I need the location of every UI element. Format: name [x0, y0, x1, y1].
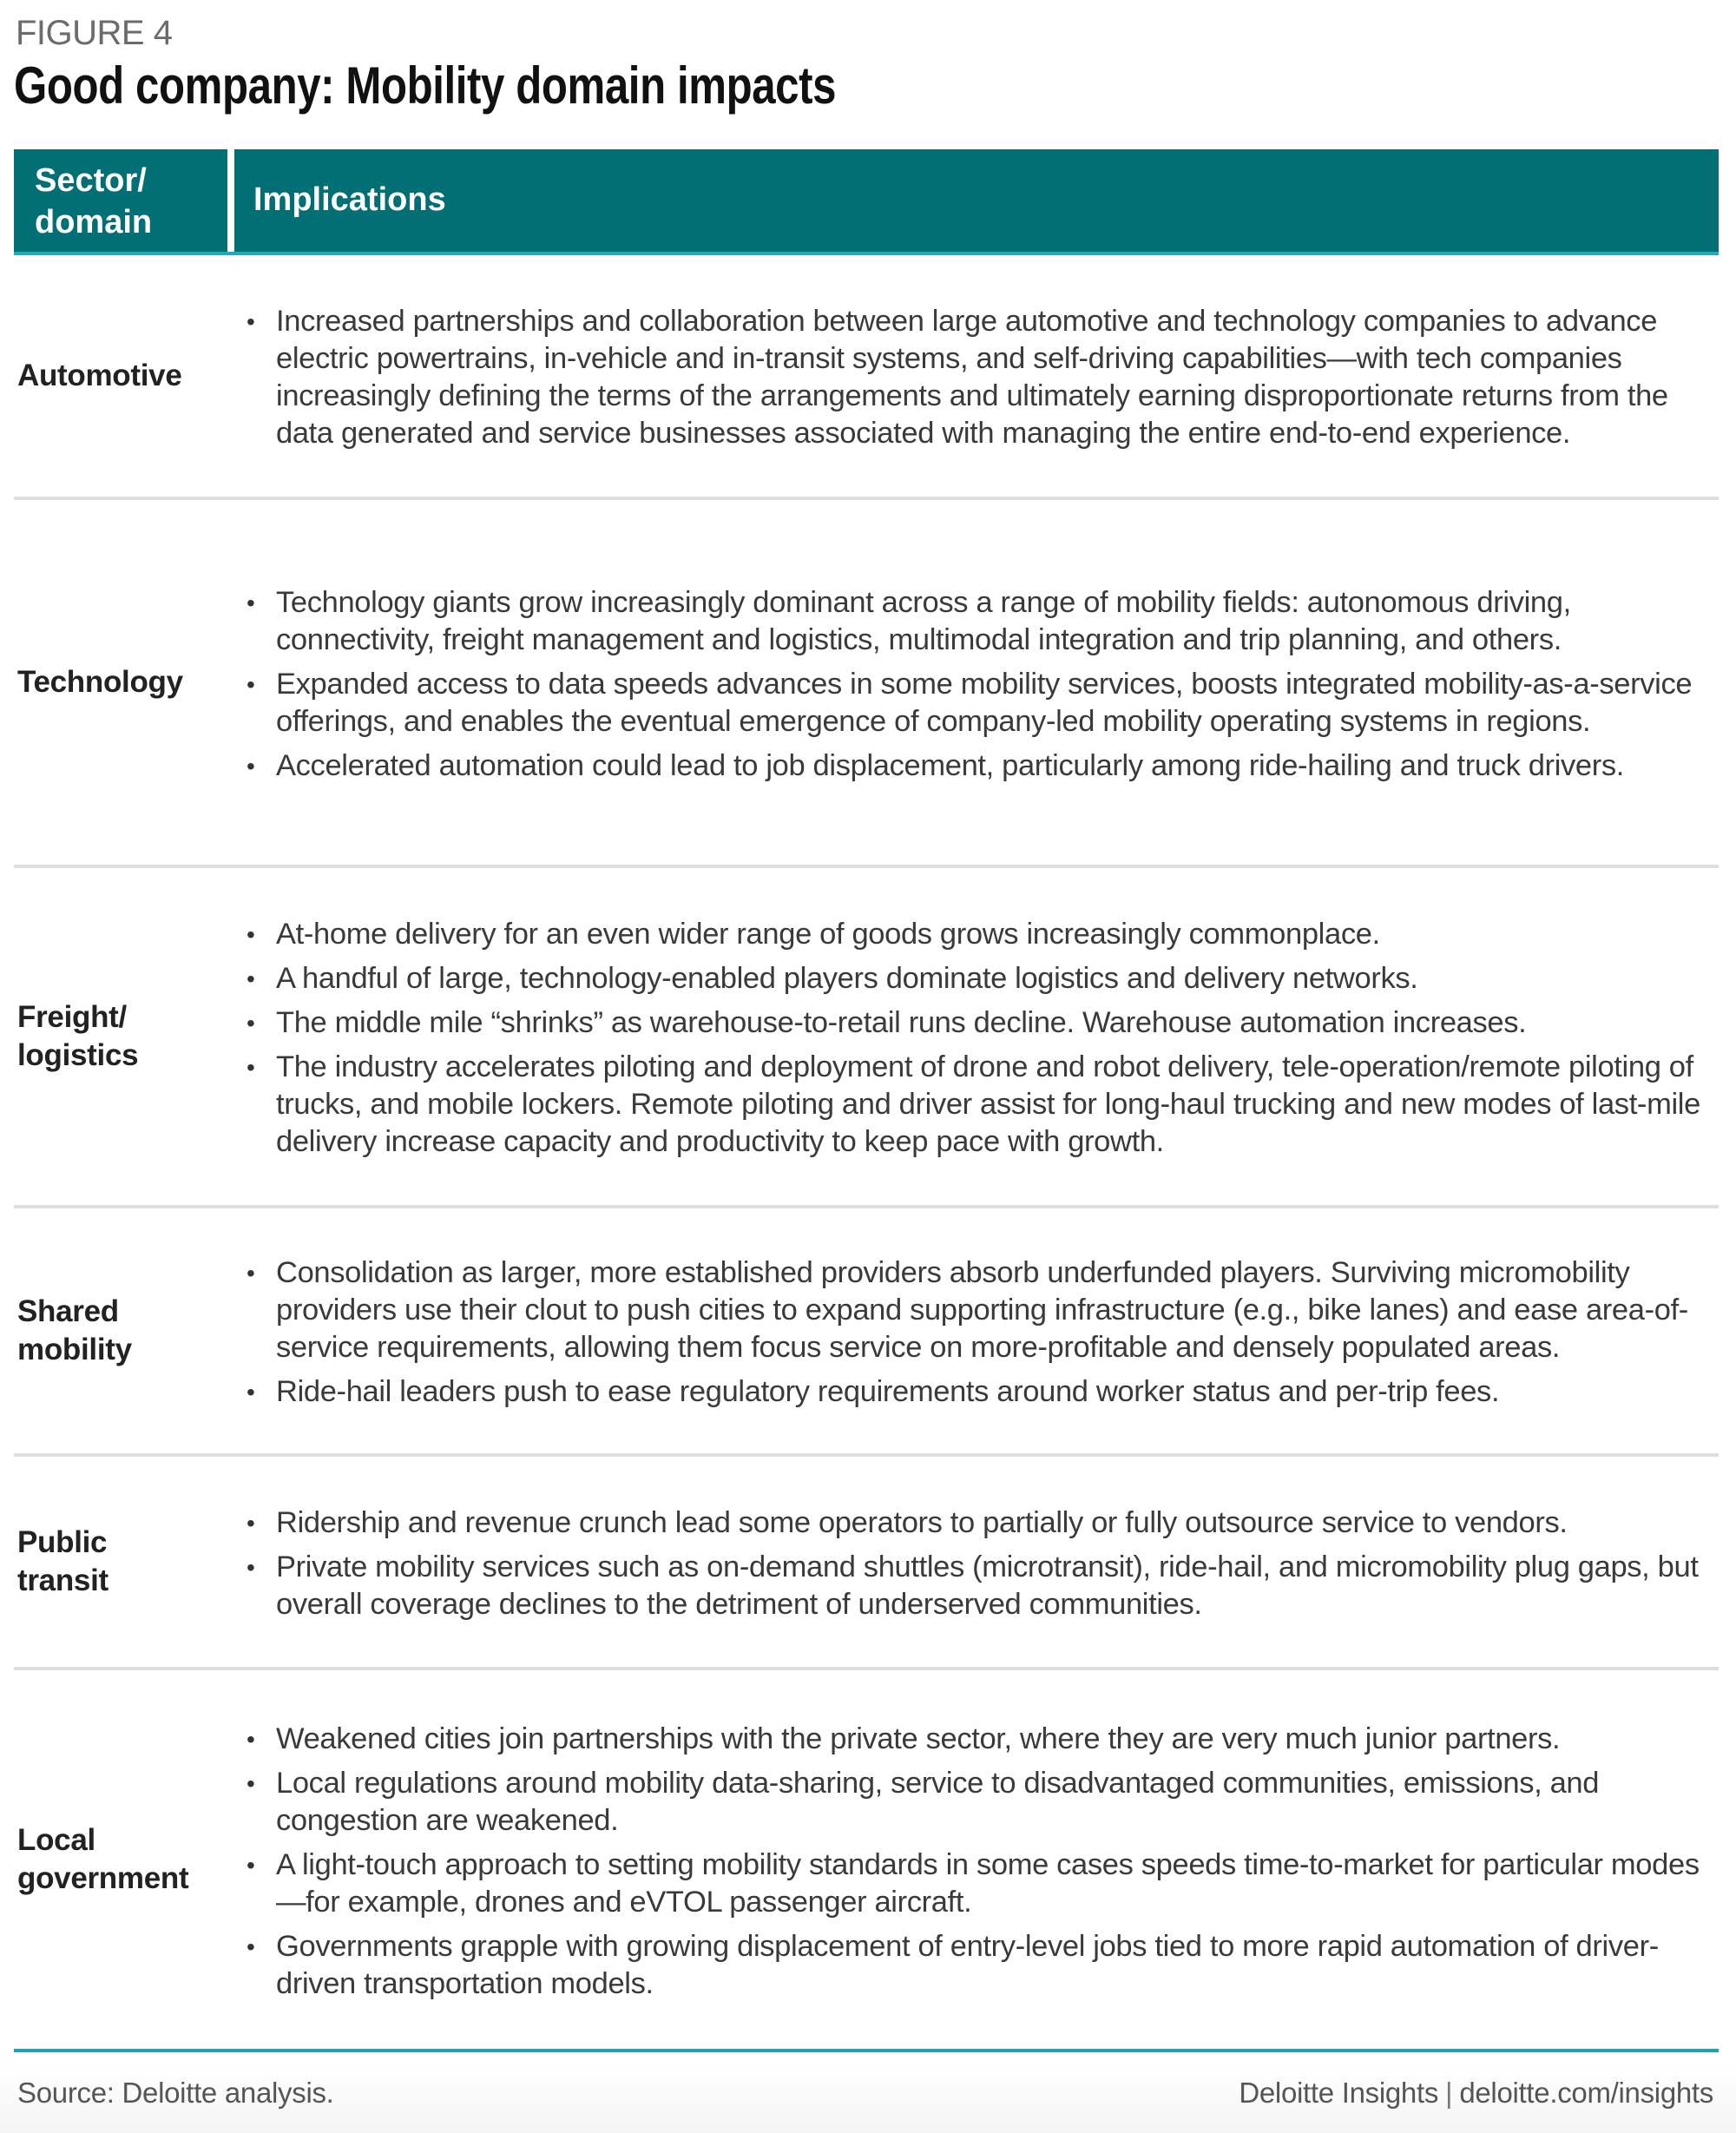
bullet-icon: • [247, 589, 255, 616]
list-item [240, 1549, 1719, 1623]
bullet-icon: • [247, 1851, 255, 1879]
header-cell-implications [234, 149, 1719, 252]
row-sector-label: Technology [17, 665, 183, 699]
bullet-icon: • [247, 1725, 255, 1753]
bullet-icon: • [247, 921, 255, 948]
bullet-text: Ride-hail leaders push to ease regulatory requirements around worker status and per-trip fees. [276, 1375, 1500, 1408]
bullet-text: A light-touch approach to setting mobility standards in some cases speeds time-to-market for particular modes—for example, drones and eVTOL passenger aircraft. [276, 1847, 1700, 1919]
impacts-table [14, 149, 1719, 2052]
row-sector-label: Public transit [17, 1525, 108, 1597]
bullet-icon: • [247, 965, 255, 992]
footer-credit [1239, 2077, 1713, 2110]
bullet-text: Private mobility services such as on-demand shuttles (microtransit), ride-hail, and micromobility plug gaps, but overall coverage declines to the detriment of underserved communities. [276, 1550, 1699, 1621]
implications-list [240, 1717, 1719, 2003]
header-sector-label: Sector/ domain [35, 162, 153, 240]
bullet-icon: • [247, 1260, 255, 1287]
header-implications-label: Implications [253, 181, 446, 218]
row-sector-label: Freight/ logistics [17, 1000, 139, 1072]
bullet-icon: • [247, 1054, 255, 1081]
table-row-shared-mobility [14, 1208, 1719, 1457]
list-item [240, 916, 1719, 953]
bullet-text: Governments grapple with growing displacement of entry-level jobs tied to more rapid automation of driver-driven transportation models. [276, 1929, 1659, 2000]
footer-separator: | [1445, 2077, 1453, 2109]
implications-list [240, 1501, 1719, 1623]
bullet-text: Local regulations around mobility data-sharing, service to disadvantaged communities, emissions, and congestion are weakened. [276, 1766, 1600, 1837]
bullet-text: The middle mile “shrinks” as warehouse-to-retail runs decline. Warehouse automation increases. [276, 1006, 1527, 1039]
list-item [240, 584, 1719, 659]
bullet-text: Expanded access to data speeds advances in some mobility services, boosts integrated mobility-as-a-service offerings, and enables the eventual emergence of company-led mobility operating systems in regions. [276, 667, 1693, 738]
row-sector-label: Automotive [17, 359, 182, 392]
implications-list [240, 581, 1719, 785]
list-item [240, 1049, 1719, 1161]
footer-url-link[interactable]: deloitte.com/insights [1459, 2077, 1713, 2109]
brand-name: Deloitte Insights [1239, 2077, 1439, 2109]
table-row-automotive [14, 255, 1719, 500]
figure-title: Good company: Mobility domain impacts [14, 56, 837, 115]
row-sector-label: Local government [17, 1823, 189, 1895]
bullet-text: Consolidation as larger, more established providers absorb underfunded players. Surviving micromobility providers use their clout to push cities to expand supporting infrastructure (e.g., bike lanes) and ease area-of-service requirements, allowing them focus service on more-profitable and densely populated areas. [276, 1256, 1688, 1364]
bullet-text: The industry accelerates piloting and deployment of drone and robot delivery, tele-operation/remote piloting of trucks, and mobile lockers. Remote piloting and driver assist for long-haul trucking and new modes of last-mile delivery increase capacity and productivity to keep pace with growth. [276, 1050, 1700, 1158]
list-item [240, 1004, 1719, 1042]
list-item [240, 747, 1719, 785]
bullet-icon: • [247, 1769, 255, 1797]
list-item [240, 1765, 1719, 1840]
list-item [240, 1373, 1719, 1411]
list-item [240, 960, 1719, 997]
bullet-icon: • [247, 1509, 255, 1537]
list-item [240, 1254, 1719, 1366]
figure-label: FIGURE 4 [16, 14, 173, 52]
bullet-text: At-home delivery for an even wider range of goods grows increasingly commonplace. [276, 918, 1380, 951]
table-row-local-government [14, 1670, 1719, 2052]
bullet-icon: • [247, 670, 255, 698]
bullet-text: Increased partnerships and collaboration between large automotive and technology companies to advance electric powertrains, in-vehicle and in-transit systems, and self-driving capabilities—with tech companies increasingly defining the terms of the arrangements and ultimately earning disproportionate returns from the data generated and service businesses associated with managing the entire end-to-end experience. [276, 305, 1668, 450]
bullet-icon: • [247, 1553, 255, 1581]
bullet-text: Weakened cities join partnerships with the private sector, where they are very much junior partners. [276, 1722, 1561, 1755]
list-item [240, 303, 1719, 452]
list-item [240, 1928, 1719, 2003]
source-note: Source: Deloitte analysis. [17, 2077, 334, 2109]
row-sector-label: Shared mobility [17, 1294, 132, 1366]
header-cell-sector [14, 149, 234, 252]
list-item [240, 1721, 1719, 1758]
bullet-icon: • [247, 1379, 255, 1406]
table-row-public-transit [14, 1457, 1719, 1670]
list-item [240, 666, 1719, 741]
table-row-technology [14, 500, 1719, 868]
implications-list [240, 300, 1719, 452]
list-item [240, 1504, 1719, 1542]
bullet-icon: • [247, 308, 255, 335]
implications-list [240, 912, 1719, 1161]
implications-list [240, 1251, 1719, 1411]
table-row-freight-logistics [14, 868, 1719, 1208]
bullet-text: Accelerated automation could lead to job displacement, particularly among ride-hailing and truck drivers. [276, 748, 1625, 782]
bullet-text: Ridership and revenue crunch lead some operators to partially or fully outsource service to vendors. [276, 1505, 1568, 1539]
bullet-text: Technology giants grow increasingly dominant across a range of mobility fields: autonomous driving, connectivity, freight management and logistics, multimodal integration and trip planning, and others. [276, 585, 1571, 656]
bullet-icon: • [247, 1932, 255, 1960]
bullet-icon: • [247, 752, 255, 780]
bullet-icon: • [247, 1010, 255, 1037]
bullet-text: A handful of large, technology-enabled players dominate logistics and delivery networks. [276, 962, 1418, 995]
list-item [240, 1847, 1719, 1921]
table-header [14, 149, 1719, 255]
